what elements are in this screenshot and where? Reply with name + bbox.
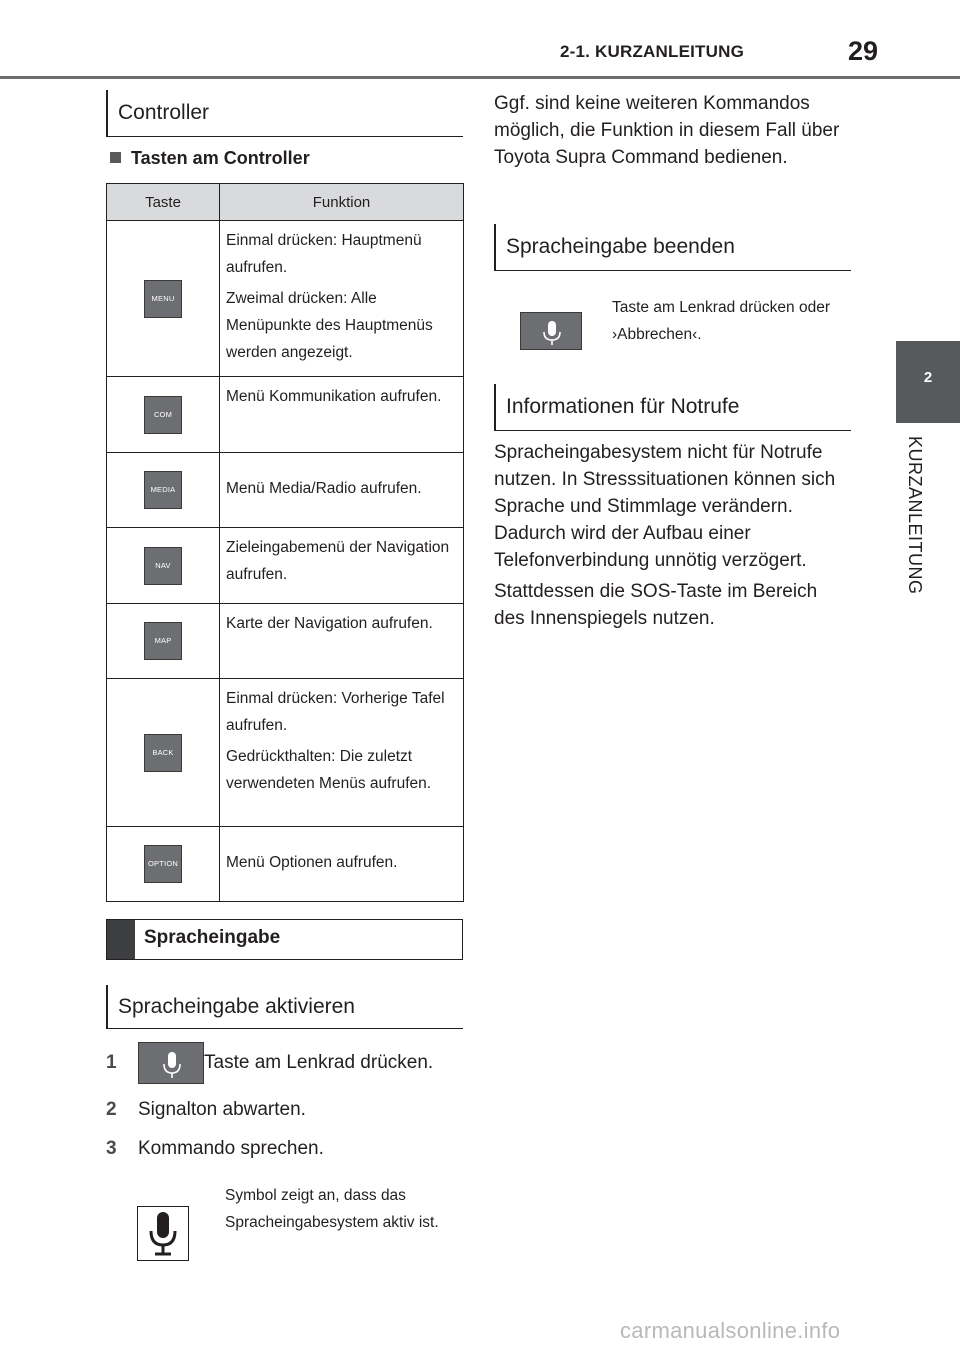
key-cell (107, 528, 220, 604)
function-text: Karte der Navigation aufrufen. (226, 615, 433, 632)
key-cell (107, 377, 220, 453)
menu-key-icon: MENU (144, 280, 182, 318)
function-cell (220, 827, 464, 902)
beenden-heading (494, 224, 851, 271)
controller-table (106, 183, 464, 902)
step-3 (106, 1138, 324, 1160)
table-row (107, 221, 464, 377)
voice-active-symbol (137, 1206, 189, 1261)
beenden-text: Taste am Lenkrad drücken oder ›Abbrechen‹. (612, 299, 830, 343)
option-key-icon: OPTION (144, 845, 182, 883)
function-text: Gedrückthalten: Die zuletzt verwendeten Menüs aufrufen. (226, 748, 432, 792)
heading-marker (107, 920, 135, 959)
notrufe-paragraph-1: Spracheingabesystem nicht für Notrufe nutzen. In Stresssituationen können sich Sprache und Stimmlage verändern. Dadurch wird der Aufbau einer Telefonverbindung unnötig verzögert. (494, 442, 836, 571)
function-cell (220, 221, 464, 377)
step-text: Taste am Lenkrad drücken. (204, 1052, 434, 1073)
nav-key-icon: NAV (144, 547, 182, 585)
key-cell (107, 453, 220, 528)
microphone-icon (138, 1042, 204, 1084)
table-header-row (107, 184, 464, 221)
media-key-icon: MEDIA (144, 471, 182, 509)
function-cell (220, 604, 464, 679)
beenden-heading-text: Spracheingabe beenden (506, 235, 735, 258)
function-text: Einmal drücken: Vorherige Tafel aufrufen. (226, 690, 445, 734)
aktivieren-heading-text: Spracheingabe aktivieren (118, 994, 355, 1018)
function-text: Einmal drücken: Hauptmenü aufrufen. (226, 232, 422, 276)
microphone-icon (520, 312, 582, 350)
key-cell (107, 827, 220, 902)
table-row (107, 528, 464, 604)
tasten-heading (110, 148, 310, 169)
function-text: Menü Media/Radio aufrufen. (226, 479, 422, 497)
step-text: Signalton abwarten. (138, 1099, 306, 1120)
function-cell (220, 377, 464, 453)
notrufe-paragraph-2: Stattdessen die SOS-Taste im Bereich des Innenspiegels nutzen. (494, 581, 818, 629)
watermark: carmanualsonline.info (620, 1318, 841, 1343)
com-key-icon: COM (144, 396, 182, 434)
symbol-description: Symbol zeigt an, dass das Spracheingabesystem aktiv ist. (225, 1187, 439, 1231)
tasten-heading-text: Tasten am Controller (131, 148, 310, 168)
spracheingabe-heading (106, 919, 463, 960)
page-number: 29 (848, 36, 879, 66)
column-header-key: Taste (107, 184, 220, 221)
notrufe-heading-text: Informationen für Notrufe (506, 395, 740, 418)
back-key-icon: BACK (144, 734, 182, 772)
notrufe-heading (494, 384, 851, 431)
table-row (107, 604, 464, 679)
function-cell (220, 679, 464, 827)
controller-heading (106, 90, 463, 137)
function-text: Zieleingabemenü der Navigation aufrufen. (226, 539, 450, 583)
chapter-label: KURZANLEITUNG (905, 436, 925, 595)
header-rule (0, 76, 960, 79)
step-1 (106, 1042, 433, 1084)
table-row (107, 679, 464, 827)
key-cell (107, 679, 220, 827)
chapter-number: 2 (923, 369, 933, 386)
function-cell (220, 528, 464, 604)
microphone-icon (521, 313, 583, 351)
key-cell (107, 221, 220, 377)
step-2 (106, 1099, 306, 1121)
function-cell (220, 453, 464, 528)
intro-paragraph: Ggf. sind keine weiteren Kommandos möglich, die Funktion in diesem Fall über Toyota Supra Command bedienen. (494, 93, 840, 168)
step-number: 3 (106, 1138, 117, 1159)
square-bullet-icon (110, 152, 121, 163)
step-number: 2 (106, 1099, 117, 1120)
table-row (107, 453, 464, 528)
section-title: 2-1. KURZANLEITUNG (560, 42, 744, 61)
beenden-mic-button (520, 312, 582, 350)
column-header-function: Funktion (220, 184, 464, 221)
table-row (107, 377, 464, 453)
key-cell (107, 604, 220, 679)
step-text: Kommando sprechen. (138, 1138, 324, 1159)
function-text: Menü Optionen aufrufen. (226, 853, 398, 871)
function-text: Zweimal drücken: Alle Menüpunkte des Hauptmenüs werden angezeigt. (226, 290, 433, 361)
microphone-icon (139, 1043, 205, 1085)
function-text: Menü Kommunikation aufrufen. (226, 388, 442, 405)
aktivieren-heading (106, 985, 463, 1029)
step-number: 1 (106, 1052, 117, 1073)
table-row (107, 827, 464, 902)
microphone-icon (138, 1207, 188, 1260)
controller-heading-text: Controller (118, 101, 210, 124)
spracheingabe-heading-text: Spracheingabe (144, 927, 281, 948)
map-key-icon: MAP (144, 622, 182, 660)
